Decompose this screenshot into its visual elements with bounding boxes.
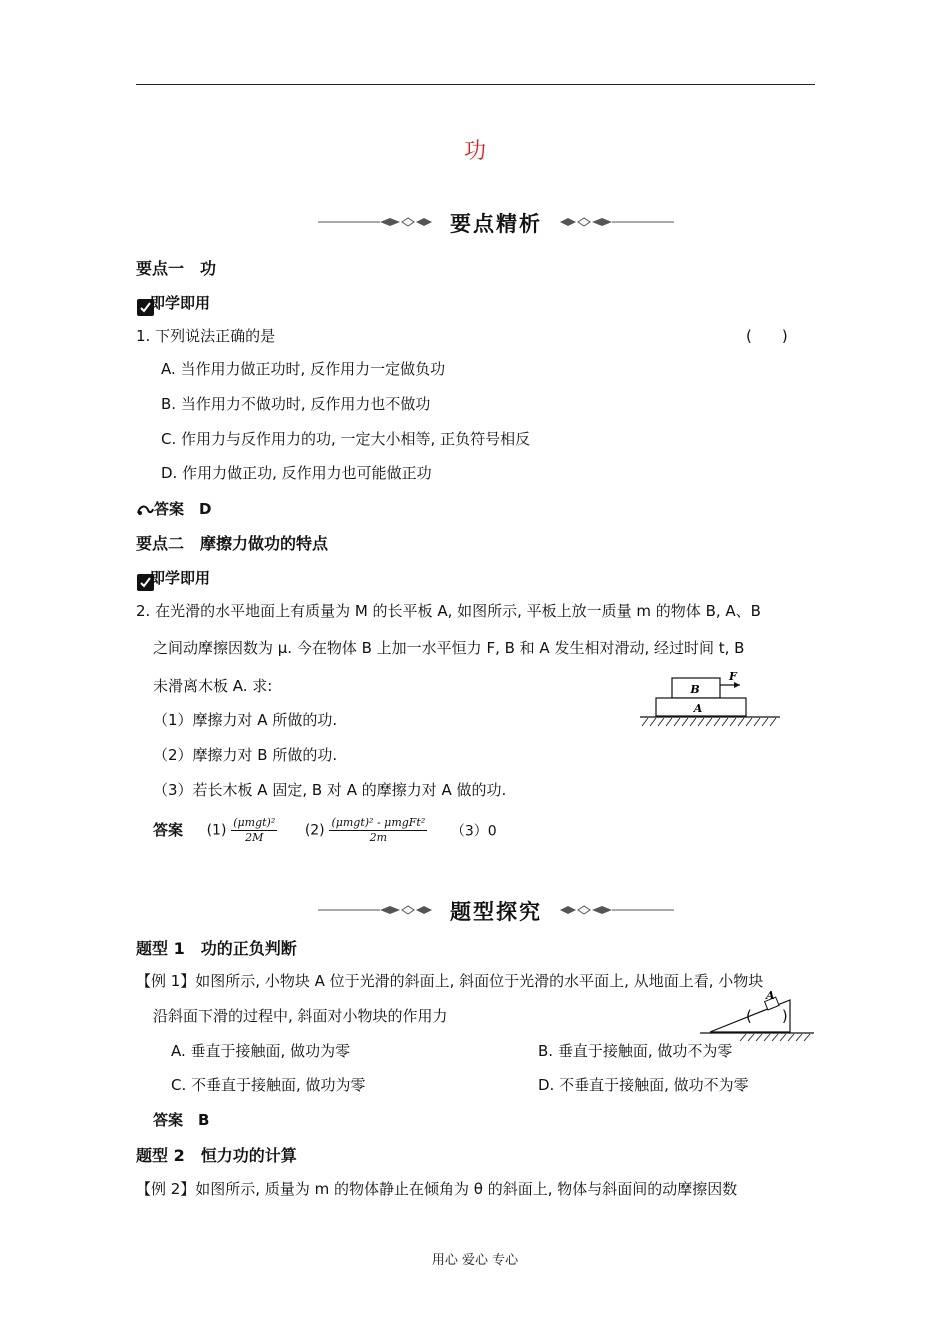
example-line: 【例 2】如图所示, 质量为 m 的物体静止在倾角为 θ 的斜面上, 物体与斜面间的动摩擦因数	[136, 1180, 738, 1198]
sub-question: （3）若长木板 A 固定, B 对 A 的摩擦力对 A 做的功.	[153, 781, 507, 799]
subheading-practice: 即学即用	[150, 294, 211, 312]
option-c: C. 作用力与反作用力的功, 一定大小相等, 正负符号相反	[161, 430, 531, 448]
section-heading: 要点一 功	[136, 259, 217, 278]
question-text: 1. 下列说法正确的是	[136, 327, 276, 345]
answer-text: 答案 B	[153, 1111, 210, 1129]
option-c: C. 不垂直于接触面, 做功为零	[171, 1076, 366, 1094]
fraction-2: $\frac{\text{(μmgt)² - μmgFt²}}{2m}$	[331, 816, 426, 844]
page-title: 功	[463, 139, 486, 164]
option-a: A. 垂直于接触面, 做功为零	[171, 1042, 351, 1060]
section-banner-question-types	[318, 893, 674, 927]
sub-question: （2）摩擦力对 B 所做的功.	[153, 746, 338, 764]
option-b: B. 垂直于接触面, 做功不为零	[538, 1042, 733, 1060]
section-heading: 题型 1 功的正负判断	[136, 939, 297, 958]
section-banner-key-points	[318, 205, 674, 239]
sub-question: （1）摩擦力对 A 所做的功.	[153, 711, 338, 729]
answer-mark-icon	[136, 503, 154, 517]
header-rule	[136, 84, 815, 85]
banner-title: 要点精析	[450, 212, 542, 236]
answer-row	[136, 498, 211, 519]
example-line: 【例 1】如图所示, 小物块 A 位于光滑的斜面上, 斜面位于光滑的水平面上, 从地面上看, 小物块	[136, 972, 764, 990]
banner-title: 题型探究	[450, 900, 542, 924]
answer-part-1: (1)	[206, 822, 227, 839]
answer-part-2: (2)	[304, 822, 325, 839]
section-heading: 题型 2 恒力功的计算	[136, 1146, 297, 1165]
label-b: B	[690, 683, 700, 696]
subheading-practice: 即学即用	[150, 569, 211, 587]
page-footer: 用心 爱心 专心	[431, 1253, 519, 1268]
label-a: A	[693, 702, 703, 715]
section-heading: 要点二 摩擦力做功的特点	[136, 534, 329, 553]
question-line: 未滑离木板 A. 求:	[153, 677, 273, 695]
answer-label: 答案	[153, 821, 184, 839]
label-f: F	[729, 670, 737, 683]
question-line: 2. 在光滑的水平地面上有质量为 M 的长平板 A, 如图所示, 平板上放一质量 m 的物体 B, A、B	[136, 602, 761, 620]
answer-text: 答案 D	[154, 500, 212, 518]
option-b: B. 当作用力不做功时, 反作用力也不做功	[161, 395, 431, 413]
example-line: 沿斜面下滑的过程中, 斜面对小物块的作用力	[153, 1007, 448, 1025]
label-a: A	[766, 990, 775, 1002]
question-line: 之间动摩擦因数为 μ. 今在物体 B 上加一水平恒力 F, B 和 A 发生相对滑动, 经过时间 t, B	[153, 639, 745, 657]
answer-row	[153, 816, 497, 845]
option-d: D. 作用力做正功, 反作用力也可能做正功	[161, 464, 432, 482]
fraction-1: $\frac{\text{(μmgt)²}}{2M}$	[233, 816, 276, 844]
answer-paren: ( )	[746, 1007, 788, 1025]
option-a: A. 当作用力做正功时, 反作用力一定做负功	[161, 360, 446, 378]
answer-paren: ( )	[746, 327, 788, 345]
figure-blocks-on-board	[640, 668, 782, 730]
option-d: D. 不垂直于接触面, 做功不为零	[538, 1076, 749, 1094]
answer-part-3: （3）0	[450, 823, 497, 840]
